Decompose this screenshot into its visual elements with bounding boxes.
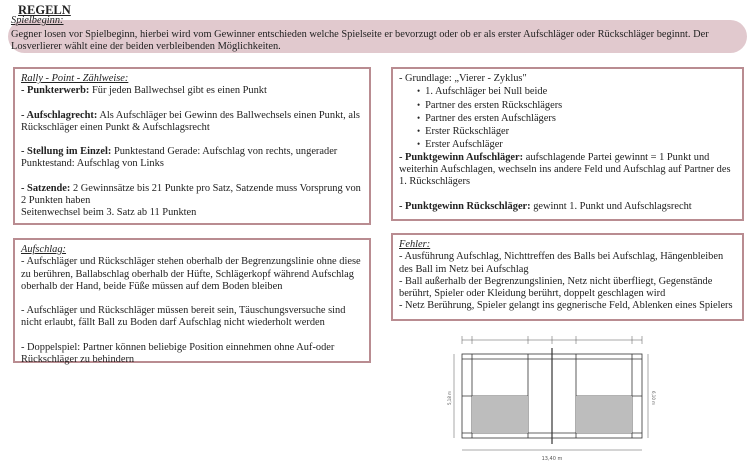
punktgewinn-rueckschlaeger-text: gewinnt 1. Punkt und Aufschlagsrecht	[530, 200, 692, 212]
aufschlagrecht-text: Als Aufschläger bei Gewinn des Ballwechsels einen Punkt, als Rückschläger einen Punkt & Aufschlagsrecht	[21, 109, 360, 133]
stellung-line	[21, 146, 363, 171]
punktgewinn-aufschlaeger-line	[399, 152, 736, 189]
badminton-court-diagram	[448, 326, 658, 464]
vierer-zyklus-box	[391, 67, 744, 221]
fehler-rule-2: - Ball außerhalb der Begrenzungslinien, Netz nicht überfliegt, Gegenstände berührt, Spieler oder Kleidung berührt, doppelt geschlagen wird	[399, 275, 713, 300]
satzende-line	[21, 183, 363, 208]
punktgewinn-aufschlaeger-label: - Punktgewinn Aufschläger:	[399, 151, 524, 163]
aufschlag-rule-2: - Aufschläger und Rückschläger müssen bereit sein, Täuschungsversuche sind nicht erlaubt, fällt Ball zu Boden darf Aufschlag nicht wiederholt werden	[21, 305, 346, 329]
grundlage-heading: - Grundlage: „Vierer - Zyklus"	[399, 73, 527, 84]
punkterwerb-label: - Punkterwerb:	[21, 85, 90, 97]
punktgewinn-rueckschlaeger-line	[399, 201, 736, 213]
punkterwerb-line	[21, 85, 363, 97]
rally-heading: Rally - Point - Zählweise:	[21, 73, 129, 84]
aufschlag-heading: Aufschlag:	[21, 244, 67, 255]
court-dim-label: 5,18 m	[447, 390, 452, 406]
fehler-rule-3: - Netz Berührung, Spieler gelangt ins gegnerische Feld, Ablenken eines Spielers	[399, 300, 733, 312]
punktgewinn-aufschlaeger-text: aufschlagende Partei gewinnt = 1 Punkt und weiterhin Aufschlagen, wechseln ins andere Feld und Aufschlag auf Partner des 1. Rückschlägers	[399, 151, 731, 188]
court-dim-label: 6,10 m	[651, 390, 656, 406]
aufschlagrecht-label: - Aufschlagrecht:	[21, 109, 98, 121]
spielbeginn-text: Gegner losen vor Spielbeginn, hierbei wird vom Gewinner entschieden welche Spielseite er bevorzugt oder ob er als erster Aufschläger oder Rückschläger beginnt. Der Losverlierer wählt eine der beiden verbleibenden Möglichkeiten.	[11, 29, 709, 53]
satzende-text: 2 Gewinnsätze bis 21 Punkte pro Satz, Satzende muss Vorsprung von 2 Punkten haben	[21, 182, 361, 207]
stellung-text: Punktestand Gerade: Aufschlag von rechts, ungerader Punktestand: Aufschlag von Links	[21, 146, 338, 170]
court-dim-label: 13,40 m	[541, 456, 563, 462]
satzende-label: - Satzende:	[21, 182, 71, 194]
stellung-label: - Stellung im Einzel:	[21, 146, 112, 158]
spielbeginn-heading: Spielbeginn:	[11, 15, 64, 26]
aufschlagrecht-line	[21, 110, 363, 135]
list-item: • Partner des ersten Aufschlägers	[417, 112, 736, 125]
shaded-service-court-right	[576, 396, 632, 433]
rally-point-box	[13, 67, 371, 225]
punkterwerb-text: Für jeden Ballwechsel gibt es einen Punkt	[89, 85, 267, 97]
aufschlag-box	[13, 238, 371, 366]
fehler-box	[391, 233, 744, 321]
aufschlag-rule-3: - Doppelspiel: Partner können beliebige Position einnehmen ohne Auf-oder Rückschläger zu behindern	[21, 341, 335, 366]
fehler-heading: Fehler:	[399, 239, 431, 250]
court-svg	[448, 326, 658, 464]
zyklus-list	[399, 85, 736, 151]
shaded-service-court-left	[472, 396, 528, 433]
page-title: REGELN	[18, 3, 71, 17]
list-item: • Partner des ersten Rückschlägers	[417, 99, 736, 112]
punktgewinn-rueckschlaeger-label: - Punktgewinn Rückschläger:	[399, 200, 531, 212]
list-item: • Erster Aufschläger	[417, 138, 736, 151]
aufschlag-rule-1: - Aufschläger und Rückschläger stehen oberhalb der Begrenzungslinie ohne diese zu berühren, Ballabschlag oberhalb der Hüfte, Schlägerkopf während Aufschlag oberhalb der Hand, beide Füße müssen auf dem Boden bleiben	[21, 256, 361, 292]
list-item: • 1. Aufschläger bei Null beide	[417, 85, 736, 98]
seitenwechsel-text: Seitenwechsel beim 3. Satz ab 11 Punkten	[21, 207, 197, 219]
fehler-rule-1: - Ausführung Aufschlag, Nichttreffen des Balls bei Aufschlag, Hängenbleiben des Ball im Netz bei Aufschlag	[399, 251, 724, 275]
list-item: • Erster Rückschläger	[417, 125, 736, 138]
